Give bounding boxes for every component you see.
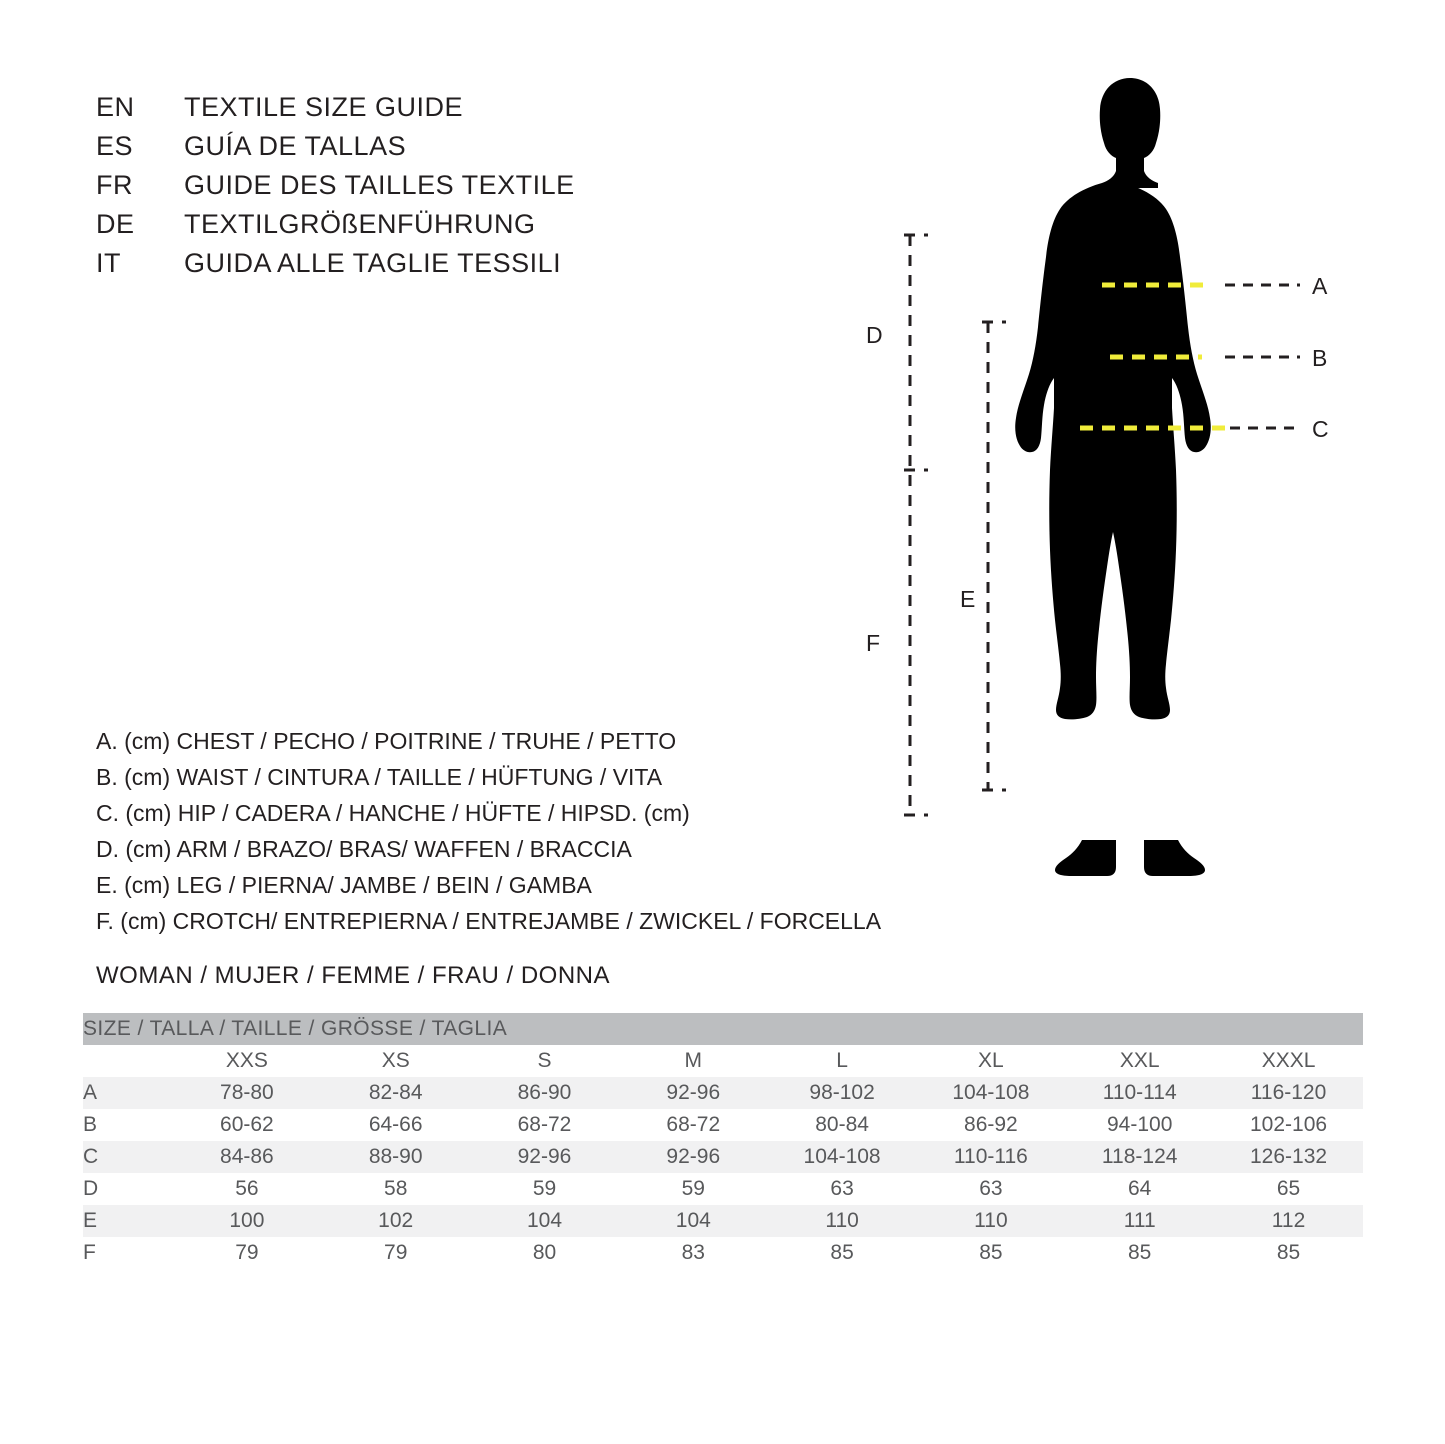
table-cell: 64-66 (321, 1109, 470, 1141)
table-column-row (83, 1045, 1363, 1077)
table-cell: 85 (768, 1237, 917, 1269)
title-text: TEXTILE SIZE GUIDE (184, 92, 464, 122)
column-header: S (470, 1045, 619, 1077)
table-cell: 100 (173, 1205, 322, 1237)
size-table (83, 1013, 1363, 1269)
row-code: E (83, 1205, 173, 1237)
column-header: XXXL (1214, 1045, 1363, 1077)
marker-label-b: B (1312, 345, 1328, 371)
bracket-d (904, 235, 928, 470)
title-row (96, 248, 716, 287)
table-cell: 102-106 (1214, 1109, 1363, 1141)
table-cell: 110-116 (916, 1141, 1065, 1173)
bracket-label-d: D (866, 322, 883, 348)
title-text: GUÍA DE TALLAS (184, 131, 407, 161)
measurement-figure (830, 50, 1390, 900)
table-row (83, 1077, 1363, 1109)
table-cell: 110-114 (1065, 1077, 1214, 1109)
table-cell: 92-96 (619, 1077, 768, 1109)
table-row (83, 1205, 1363, 1237)
column-corner (83, 1045, 173, 1077)
column-header: L (768, 1045, 917, 1077)
title-text: GUIDA ALLE TAGLIE TESSILI (184, 248, 562, 278)
language-code: DE (96, 209, 135, 239)
legend-item: B. (cm) WAIST / CINTURA / TAILLE / HÜFTUNG / VITA (96, 764, 663, 790)
table-header-row (83, 1013, 1363, 1045)
table-cell: 64 (1065, 1173, 1214, 1205)
table-cell: 110 (916, 1205, 1065, 1237)
table-row (83, 1109, 1363, 1141)
table-row (83, 1173, 1363, 1205)
table-cell: 126-132 (1214, 1141, 1363, 1173)
table-cell: 84-86 (173, 1141, 322, 1173)
bracket-f (904, 475, 928, 815)
table-cell: 110 (768, 1205, 917, 1237)
language-code: IT (96, 248, 121, 278)
row-code: F (83, 1237, 173, 1269)
table-cell: 116-120 (1214, 1077, 1363, 1109)
title-row (96, 131, 716, 170)
marker-leader-lines (1225, 285, 1300, 428)
bracket-label-f: F (866, 630, 881, 656)
table-cell: 63 (916, 1173, 1065, 1205)
legend-item: E. (cm) LEG / PIERNA/ JAMBE / BEIN / GAMBA (96, 872, 592, 898)
legend-item: D. (cm) ARM / BRAZO/ BRAS/ WAFFEN / BRACCIA (96, 836, 632, 862)
table-header-label: SIZE / TALLA / TAILLE / GRÖSSE / TAGLIA (83, 1013, 1363, 1045)
column-header: XS (321, 1045, 470, 1077)
table-cell: 111 (1065, 1205, 1214, 1237)
table-cell: 85 (1065, 1237, 1214, 1269)
title-row (96, 170, 716, 209)
bracket-e (982, 322, 1006, 790)
row-code: C (83, 1141, 173, 1173)
table-cell: 82-84 (321, 1077, 470, 1109)
table-cell: 59 (470, 1173, 619, 1205)
column-header: XXL (1065, 1045, 1214, 1077)
table-cell: 86-90 (470, 1077, 619, 1109)
table-cell: 58 (321, 1173, 470, 1205)
table-cell: 85 (1214, 1237, 1363, 1269)
table-cell: 104 (619, 1205, 768, 1237)
table-cell: 92-96 (470, 1141, 619, 1173)
table-cell: 80-84 (768, 1109, 917, 1141)
table-row (83, 1237, 1363, 1269)
language-title-block (96, 92, 716, 287)
table-cell: 83 (619, 1237, 768, 1269)
column-header: XXS (173, 1045, 322, 1077)
marker-label-a: A (1312, 273, 1328, 299)
woman-silhouette-icon (1015, 78, 1211, 876)
title-text: TEXTILGRÖßENFÜHRUNG (184, 209, 536, 239)
legend-item: A. (cm) CHEST / PECHO / POITRINE / TRUHE / PETTO (96, 728, 677, 754)
table-cell: 63 (768, 1173, 917, 1205)
marker-label-c: C (1312, 416, 1329, 442)
table-cell: 68-72 (619, 1109, 768, 1141)
column-header: XL (916, 1045, 1065, 1077)
row-code: B (83, 1109, 173, 1141)
table-cell: 79 (173, 1237, 322, 1269)
title-text: GUIDE DES TAILLES TEXTILE (184, 170, 575, 200)
table-cell: 104-108 (768, 1141, 917, 1173)
table-cell: 59 (619, 1173, 768, 1205)
gender-label: WOMAN / MUJER / FEMME / FRAU / DONNA (96, 962, 610, 989)
row-code: A (83, 1077, 173, 1109)
row-code: D (83, 1173, 173, 1205)
table-cell: 94-100 (1065, 1109, 1214, 1141)
table-cell: 78-80 (173, 1077, 322, 1109)
table-cell: 104-108 (916, 1077, 1065, 1109)
language-code: ES (96, 131, 134, 161)
table-cell: 60-62 (173, 1109, 322, 1141)
legend-block (96, 723, 896, 939)
legend-item: F. (cm) CROTCH/ ENTREPIERNA / ENTREJAMBE / ZWICKEL / FORCELLA (96, 908, 882, 934)
table-cell: 118-124 (1065, 1141, 1214, 1173)
legend-item: C. (cm) HIP / CADERA / HANCHE / HÜFTE / HIPSD. (cm) (96, 800, 690, 826)
table-cell: 68-72 (470, 1109, 619, 1141)
title-row (96, 209, 716, 248)
language-code: EN (96, 92, 135, 122)
table-cell: 86-92 (916, 1109, 1065, 1141)
table-cell: 79 (321, 1237, 470, 1269)
table-cell: 92-96 (619, 1141, 768, 1173)
language-code: FR (96, 170, 133, 200)
table-cell: 102 (321, 1205, 470, 1237)
bracket-label-e: E (960, 586, 976, 612)
title-row (96, 92, 716, 131)
table-cell: 112 (1214, 1205, 1363, 1237)
table-row (83, 1141, 1363, 1173)
table-cell: 88-90 (321, 1141, 470, 1173)
table-cell: 65 (1214, 1173, 1363, 1205)
figure-svg (830, 50, 1390, 900)
table-cell: 104 (470, 1205, 619, 1237)
column-header: M (619, 1045, 768, 1077)
table-cell: 98-102 (768, 1077, 917, 1109)
table-cell: 80 (470, 1237, 619, 1269)
table-cell: 85 (916, 1237, 1065, 1269)
table-cell: 56 (173, 1173, 322, 1205)
